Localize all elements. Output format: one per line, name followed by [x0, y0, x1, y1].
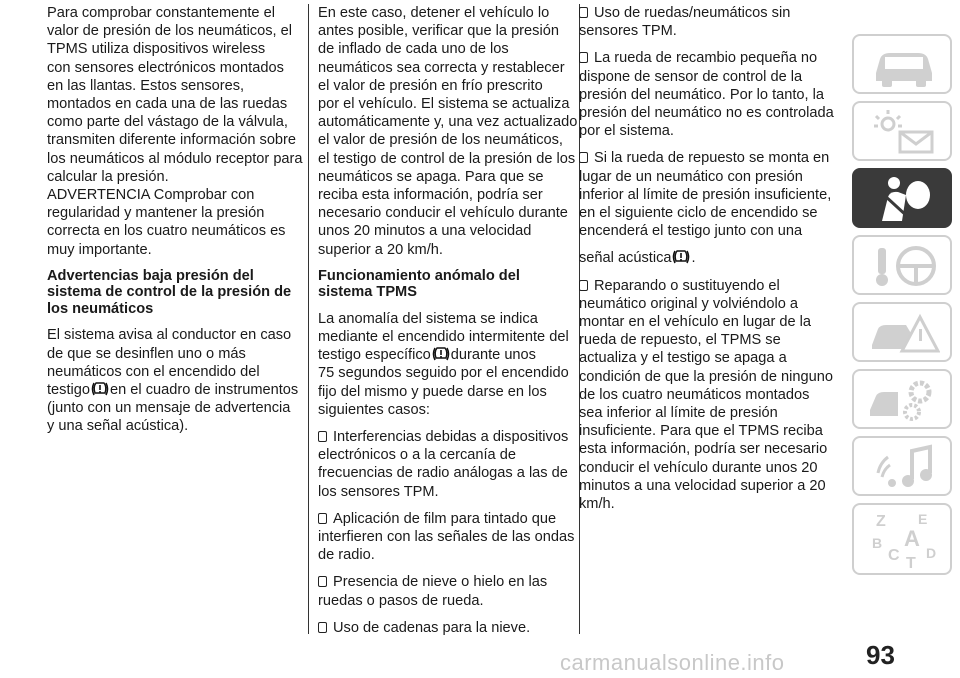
index-letter: B	[872, 535, 883, 551]
text-line: condición de que la presión de ninguno	[579, 368, 833, 385]
text-line: regularidad y mantener la presión	[47, 205, 265, 222]
text-line: los sensores TPM.	[318, 483, 439, 500]
car-icon	[868, 41, 940, 89]
text-line: Presencia de nieve o hielo en las	[318, 573, 570, 591]
bullet-icon	[318, 622, 327, 633]
tab-safety[interactable]	[852, 168, 952, 228]
text-line: encenderá el testigo junto con una	[579, 223, 803, 240]
text-line: ruedas o pasos de rueda.	[318, 592, 484, 609]
text-line: los neumáticos al módulo receptor para	[47, 150, 303, 167]
text-line: sistema TPMS	[318, 284, 417, 301]
malfunction-cases-list	[318, 428, 575, 637]
tab-multimedia[interactable]	[852, 436, 952, 496]
list-item	[579, 277, 841, 514]
tpms-warning-icon	[91, 381, 109, 397]
text-line: Uso de ruedas/neumáticos sin	[579, 4, 841, 22]
index-letter: C	[888, 547, 900, 564]
text-line: montados en cada una de las ruedas	[47, 96, 288, 113]
column-divider	[308, 4, 309, 634]
text-line: en las llantas. Estos sensores,	[47, 77, 245, 94]
text-line: y una señal acústica).	[47, 418, 189, 435]
text-line: En este caso, detener el vehículo lo	[318, 5, 550, 21]
tab-maintenance[interactable]	[852, 369, 952, 429]
text-line: como parte del vástago de la válvula,	[47, 114, 288, 131]
text-line: rueda de repuesto, el TPMS se	[579, 332, 781, 349]
bullet-icon	[318, 513, 327, 524]
page-number: 93	[866, 640, 895, 670]
text-line: neumáticos se apaga. Para que se	[318, 168, 544, 185]
text-line: actualiza y el testigo se apaga a	[579, 350, 787, 367]
bullet-icon	[579, 7, 588, 18]
text-line: km/h.	[579, 496, 615, 513]
car-warning-triangle-icon	[868, 309, 940, 357]
text-line: transmiten diferente información sobre	[47, 132, 297, 149]
text-line: por el vehículo. El sistema se actualiza	[318, 96, 570, 113]
text-line: calcular la presión.	[47, 168, 169, 185]
text-line: necesario conducir el vehículo durante	[318, 205, 568, 222]
text-line: el valor de presión en frío prescrito	[318, 77, 543, 94]
section-heading-malfunction	[318, 268, 570, 301]
bullet-icon	[579, 52, 588, 63]
text-line: Reparando o sustituyendo el	[579, 277, 841, 295]
index-letter: Z	[876, 513, 886, 530]
text-line: unos 20 minutos a una velocidad	[318, 223, 532, 240]
list-item	[579, 149, 841, 267]
music-note-phone-icon	[868, 443, 940, 491]
list-item	[318, 573, 570, 609]
text-line: frecuencias de radio análogas a las de	[318, 465, 568, 482]
list-item	[318, 619, 570, 637]
text-line: mediante el encendido intermitente del	[318, 329, 569, 346]
text-line: sistema de control de la presión de	[47, 284, 292, 301]
text-line: el testigo de control de la presión de los	[318, 150, 576, 167]
text-line: con sensores electrónicos montados	[47, 59, 284, 76]
tpms-warning-icon	[432, 346, 450, 362]
text-span: .	[691, 250, 696, 267]
tab-vehicle[interactable]	[852, 34, 952, 94]
text-line: minutos a una velocidad superior a 20	[579, 477, 826, 494]
text-line: neumático original y volviéndolo a	[579, 295, 799, 312]
text-line: presión del neumático no es controlada	[579, 105, 834, 122]
text-span: en el cuadro de instrumentos	[110, 381, 299, 398]
tab-index[interactable]	[852, 503, 952, 575]
text-line: de los cuatro neumáticos montados	[579, 386, 810, 403]
section-heading-low-pressure	[47, 268, 299, 318]
list-item	[579, 4, 841, 40]
bullet-icon	[318, 576, 327, 587]
text-line: Aplicación de film para tintado que	[318, 510, 570, 528]
text-line: siguientes casos:	[318, 401, 430, 418]
text-line: Funcionamiento anómalo del	[318, 267, 520, 284]
text-line: El sistema avisa al conductor en caso	[47, 327, 292, 344]
text-line: inferior al límite de presión insuficiente,	[579, 186, 832, 203]
index-letter: T	[906, 555, 916, 570]
column-1	[47, 4, 303, 445]
text-line: insuficiente. Para que el TPMS reciba	[579, 423, 823, 440]
text-line: superior a 20 km/h.	[318, 241, 443, 258]
text-line: por el sistema.	[579, 123, 674, 140]
list-item	[579, 49, 841, 140]
text-line: montar en el vehículo en lugar de la	[579, 314, 812, 331]
column-3	[579, 4, 841, 522]
text-line: Interferencias debidas a dispositivos	[318, 428, 570, 446]
text-line: Uso de cadenas para la nieve.	[318, 619, 570, 637]
text-line: interfieren con las señales de las ondas	[318, 529, 575, 546]
column-2	[318, 4, 578, 646]
text-span: señal acústica	[579, 250, 672, 267]
index-letter: E	[918, 511, 928, 527]
text-line: los neumáticos	[47, 300, 154, 317]
stop-vehicle-paragraph	[318, 4, 578, 259]
text-line: de radio.	[318, 547, 375, 564]
text-line: La rueda de recambio pequeña no	[579, 49, 841, 67]
text-line: electrónicos o a la cercanía de	[318, 447, 516, 464]
list-item	[318, 428, 570, 501]
text-line: TPMS utiliza dispositivos wireless	[47, 41, 266, 58]
tab-emergency[interactable]	[852, 302, 952, 362]
list-item	[318, 510, 575, 565]
text-span: testigo	[47, 381, 90, 398]
text-line: conducir el vehículo durante unos 20	[579, 459, 818, 476]
text-line: neumáticos sea correcta y restablecer	[318, 59, 565, 76]
seatbelt-airbag-icon	[868, 175, 940, 223]
text-line: Si la rueda de repuesto se monta en	[579, 149, 841, 167]
key-steering-wheel-icon	[868, 242, 940, 290]
watermark: carmanualsonline.info	[560, 650, 785, 675]
malfunction-cases-list-cont	[579, 4, 841, 140]
text-line: valor de presión de los neumáticos, el	[47, 23, 292, 40]
alphabet-index-icon	[868, 510, 940, 570]
bullet-icon	[579, 280, 588, 291]
text-line: 75 segundos seguido por el encendido	[318, 365, 569, 382]
tpms-warning-icon	[672, 249, 690, 265]
index-letter: A	[904, 526, 920, 551]
text-line: automáticamente y, una vez actualizado	[318, 114, 578, 131]
text-line: dispone de sensor de control de la	[579, 68, 803, 85]
text-line: fijo del mismo y puede darse en los	[318, 383, 547, 400]
text-line: sea inferior al límite de presión	[579, 405, 778, 422]
text-line: en el siguiente ciclo de encendido se	[579, 205, 818, 222]
list-item	[579, 149, 841, 240]
text-line: (junto con un mensaje de advertencia	[47, 400, 291, 417]
text-line: Advertencias baja presión del	[47, 267, 254, 284]
text-line: de inflado de cada uno de los	[318, 41, 509, 58]
intro-paragraph	[47, 4, 303, 259]
text-line: La anomalía del sistema se indica	[318, 310, 538, 327]
warning-lights-envelope-icon	[868, 108, 940, 156]
text-line: Para comprobar constantemente el	[47, 5, 275, 21]
text-line: lugar de un neumático con presión	[579, 168, 803, 185]
text-line: correcta en los cuatro neumáticos es	[47, 223, 286, 240]
tab-dashboard-lights[interactable]	[852, 101, 952, 161]
text-line: de que se desinflen uno o más	[47, 345, 246, 362]
text-span: durante unos	[450, 347, 536, 364]
text-line: reciba esta información, podría ser	[318, 187, 543, 204]
text-line: neumáticos con el encendido del	[47, 363, 260, 380]
low-pressure-paragraph	[47, 326, 299, 435]
car-gears-icon	[868, 376, 940, 424]
tab-starting-driving[interactable]	[852, 235, 952, 295]
bullet-icon	[318, 431, 327, 442]
text-span: testigo específico	[318, 347, 431, 364]
text-line: sensores TPM.	[579, 23, 677, 40]
index-letter: D	[926, 545, 937, 561]
text-line: presión del neumático. Por lo tanto, la	[579, 86, 824, 103]
bullet-icon	[579, 152, 588, 163]
malfunction-paragraph	[318, 310, 570, 419]
text-line: ADVERTENCIA Comprobar con	[47, 187, 255, 204]
text-line: antes posible, verificar que la presión	[318, 23, 559, 40]
text-line: el valor de presión de los neumáticos,	[318, 132, 563, 149]
text-line: muy importante.	[47, 241, 152, 258]
text-line: esta información, podría ser necesario	[579, 441, 828, 458]
